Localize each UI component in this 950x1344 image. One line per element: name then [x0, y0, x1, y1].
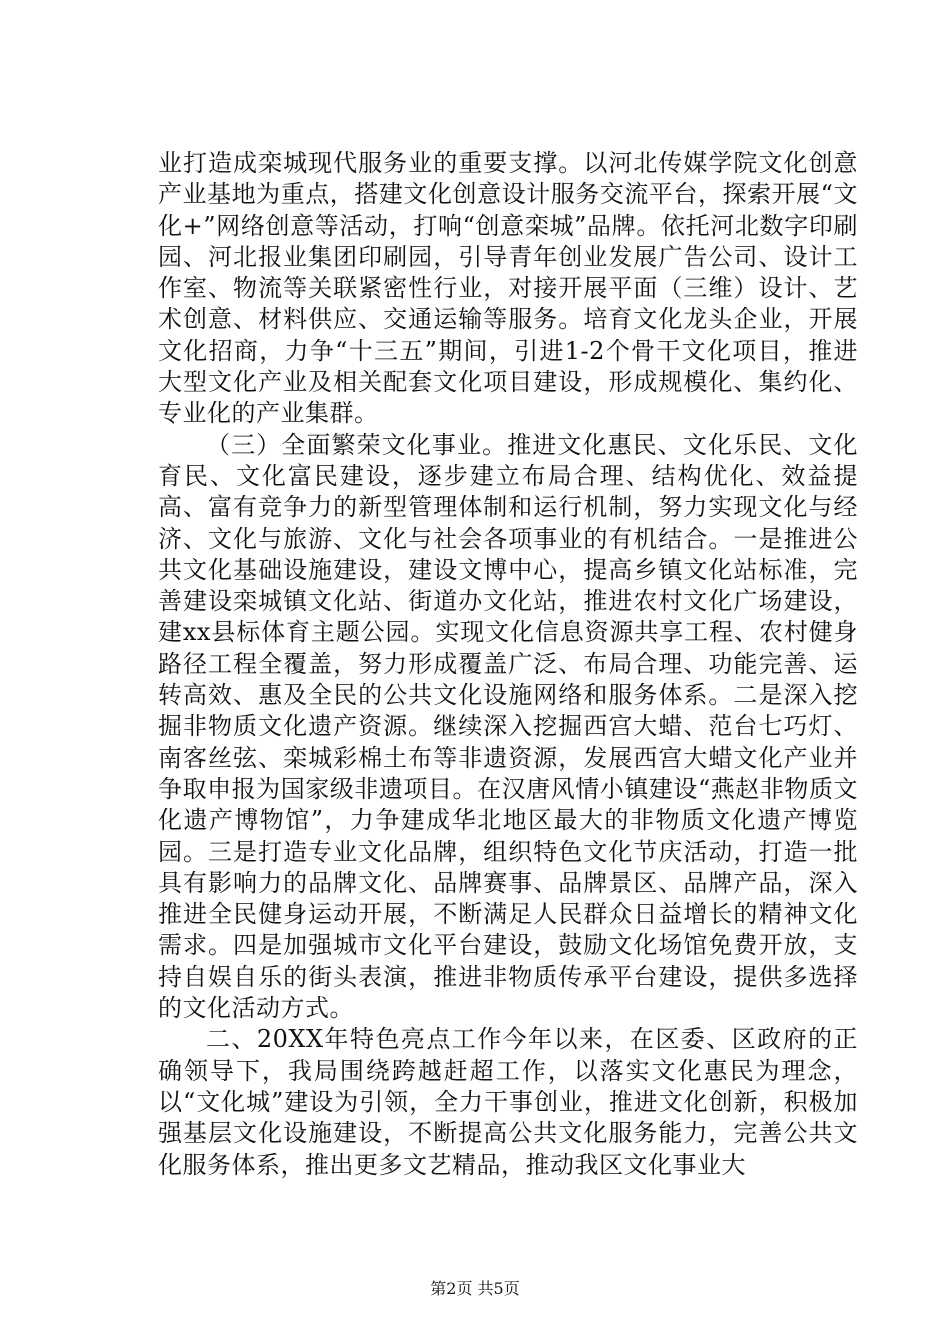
paragraph-highlights: 二、20XX年特色亮点工作今年以来，在区委、区政府的正确领导下，我局围绕跨越赶超工作，以落实文化惠民为理念，以“文化城”建设为引领，全力干事创业，推进文化创新，积极加强基层文化设施建设，不断提高公共文化服务能力，完善公共文化服务体系，推出更多文艺精品，推动我区文化事业大 [158, 1025, 858, 1179]
document-body [158, 148, 858, 1181]
paragraph-continuation: 业打造成栾城现代服务业的重要支撑。以河北传媒学院文化创意产业基地为重点，搭建文化创意设计服务交流平台，探索开展“文化+”网络创意等活动，打响“创意栾城”品牌。依托河北数字印刷园、河北报业集团印刷园，引导青年创业发展广告公司、设计工作室、物流等关联紧密性行业，对接开展平面（三维）设计、艺术创意、材料供应、交通运输等服务。培育文化龙头企业，开展文化招商，力争“十三五”期间，引进1-2个骨干文化项目，推进大型文化产业及相关配套文化项目建设，形成规模化、集约化、专业化的产业集群。 [158, 149, 858, 428]
paragraph-section-three: （三）全面繁荣文化事业。推进文化惠民、文化乐民、文化育民、文化富民建设，逐步建立布局合理、结构优化、效益提高、富有竞争力的新型管理体制和运行机制，努力实现文化与经济、文化与旅游、文化与社会各项事业的有机结合。一是推进公共文化基础设施建设，建设文博中心，提高乡镇文化站标准，完善建设栾城镇文化站、街道办文化站，推进农村文化广场建设，建xx县标体育主题公园。实现文化信息资源共享工程、农村健身路径工程全覆盖，努力形成覆盖广泛、布局合理、功能完善、运转高效、惠及全民的公共文化设施网络和服务体系。二是深入挖掘非物质文化遗产资源。继续深入挖掘西宫大蜡、范台七巧灯、南客丝弦、栾城彩棉土布等非遗资源，发展西宫大蜡文化产业并争取申报为国家级非遗项目。在汉唐风情小镇建设“燕赵非物质文化遗产博物馆”，力争建成华北地区最大的非物质文化遗产博览园。三是打造专业文化品牌，组织特色文化节庆活动，打造一批具有影响力的品牌文化、品牌赛事、品牌景区、品牌产品，深入推进全民健身运动开展，不断满足人民群众日益增长的精神文化需求。四是加强城市文化平台建设，鼓励文化场馆免费开放，支持自娱自乐的街头表演，推进非物质传承平台建设，提供多选择的文化活动方式。 [158, 430, 858, 1023]
page-number-footer: 第2页 共5页 [430, 1279, 520, 1298]
